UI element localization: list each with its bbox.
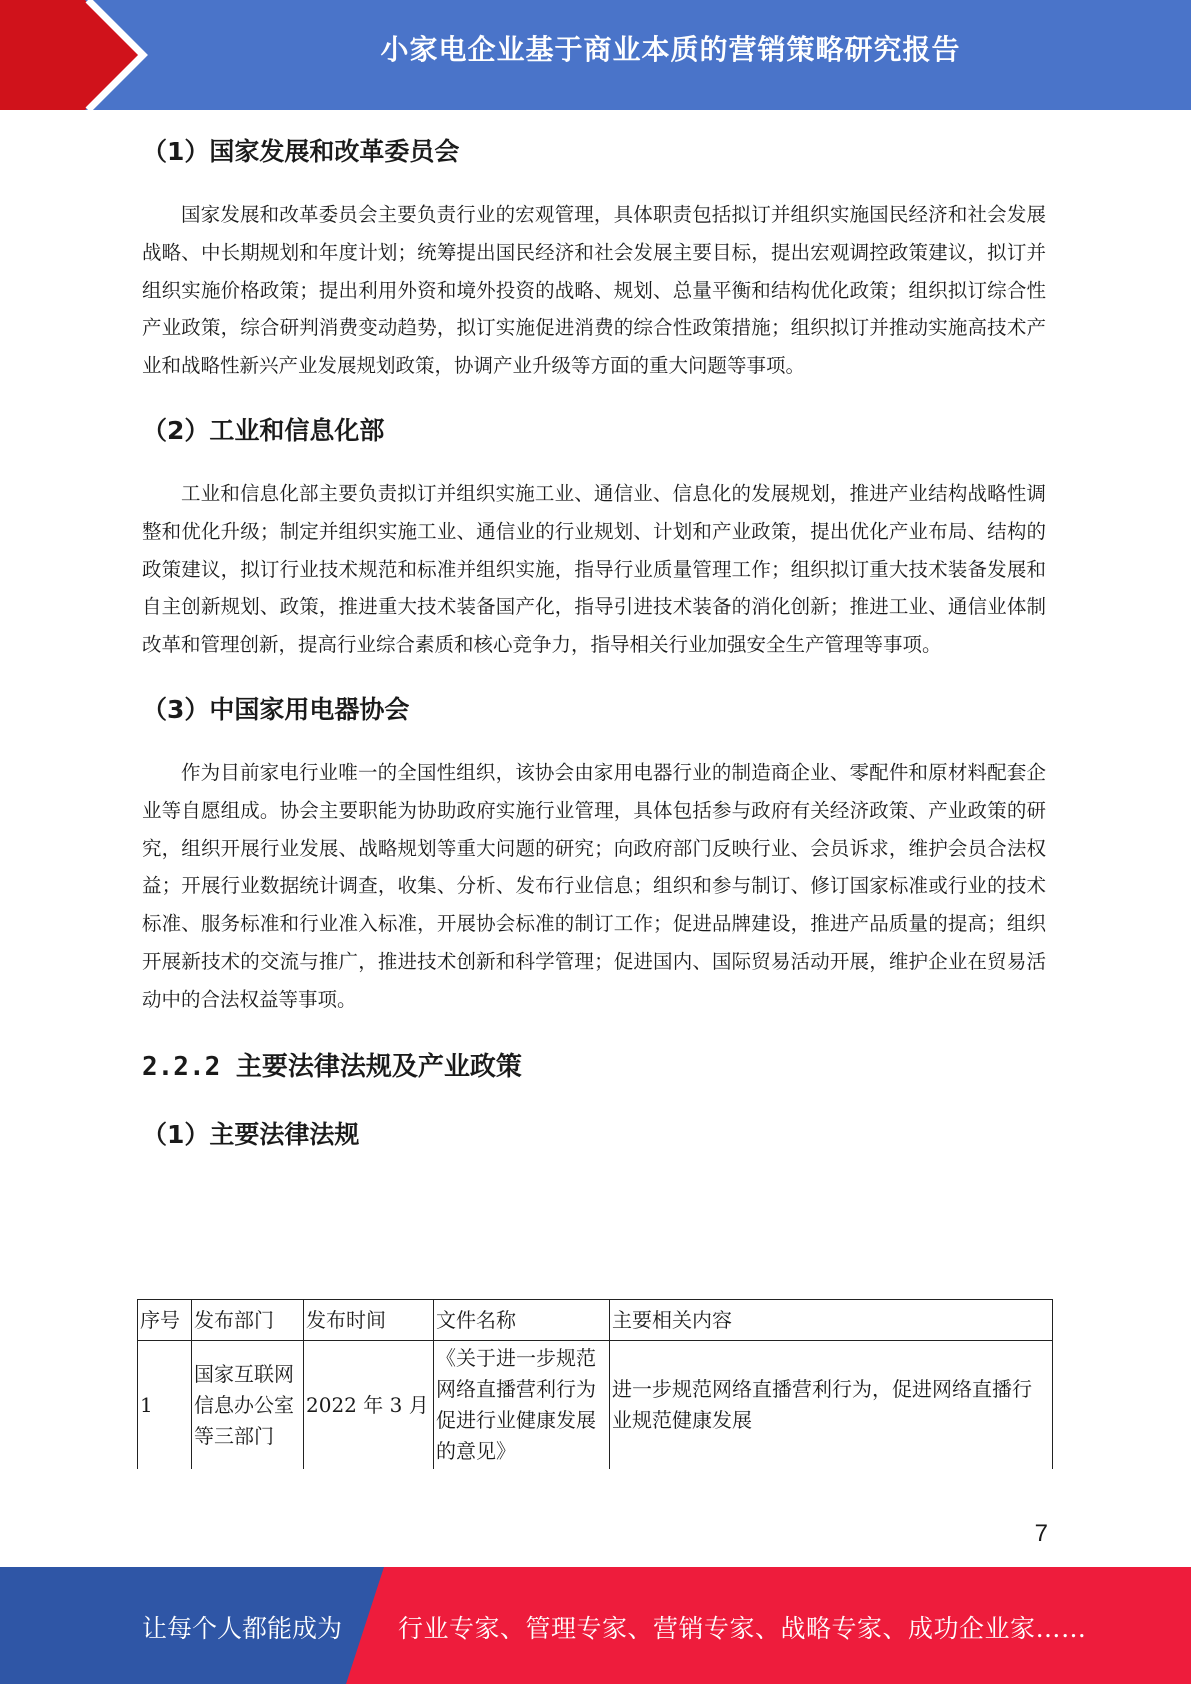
section-paragraph-ndrc: 国家发展和改革委员会主要负责行业的宏观管理，具体职责包括拟订并组织实施国民经济和社会发展战略、中长期规划和年度计划；统筹提出国民经济和社会发展主要目标，提出宏观调控政策建议，拟订并组织实施价格政策；提出利用外资和境外投资的战略、规划、总量平衡和结构优化政策；组织拟订综合性产业政策，综合研判消费变动趋势，拟订实施促进消费的综合性政策措施；组织拟订并推动实施高技术产业和战略性新兴产业发展规划政策，协调产业升级等方面的重大问题等事项。 <box>142 203 1046 378</box>
page-number: 7 <box>1034 1520 1048 1547</box>
report-title: 小家电企业基于商业本质的营销策略研究报告 <box>380 33 961 66</box>
section-paragraph-cheaa: 作为目前家电行业唯一的全国性组织，该协会由家用电器行业的制造商企业、零配件和原材料配套企业等自愿组成。协会主要职能为协助政府实施行业管理，具体包括参与政府有关经济政策、产业政策的研究，组织开展行业发展、战略规划等重大问题的研究；向政府部门反映行业、会员诉求，维护会员合法权益；开展行业数据统计调查，收集、分析、发布行业信息；组织和参与制订、修订国家标准或行业的技术标准、服务标准和行业准入标准，开展协会标准的制订工作；促进品牌建设，推进产品质量的提高；组织开展新技术的交流与推广，推进技术创新和科学管理；促进国内、国际贸易活动开展，维护企业在贸易活动中的合法权益等事项。 <box>142 760 1046 1011</box>
page-header <box>0 0 1191 110</box>
section-heading-miit: （2）工业和信息化部 <box>142 415 385 445</box>
col-header-index: 序号 <box>138 1300 192 1341</box>
col-header-document: 文件名称 <box>434 1300 610 1341</box>
laws-table <box>137 1299 1053 1469</box>
table-row <box>138 1341 1053 1470</box>
section-title-laws-policies: 2.2.2 主要法律法规及产业政策 <box>142 1051 522 1082</box>
section-paragraph-miit: 工业和信息化部主要负责拟订并组织实施工业、通信业、信息化的发展规划，推进产业结构战略性调整和优化升级；制定并组织实施工业、通信业的行业规划、计划和产业政策，提出优化产业布局、结构的政策建议，拟订行业技术规范和标准并组织实施，指导行业质量管理工作；组织拟订重大技术装备发展和自主创新规划、政策，推进重大技术装备国产化，指导引进技术装备的消化创新；推进工业、通信业体制改革和管理创新，提高行业综合素质和核心竞争力，指导相关行业加强安全生产管理等事项。 <box>142 481 1046 657</box>
section-heading-cheaa: （3）中国家用电器协会 <box>142 694 410 724</box>
footer-slogan-right: 行业专家、管理专家、营销专家、战略专家、成功企业家…… <box>398 1614 1087 1643</box>
col-header-date: 发布时间 <box>304 1300 434 1341</box>
footer-slogan-left: 让每个人都能成为 <box>142 1614 343 1643</box>
col-header-content: 主要相关内容 <box>610 1300 1053 1341</box>
col-header-department: 发布部门 <box>192 1300 304 1341</box>
cell-index: 1 <box>138 1341 192 1470</box>
cell-content: 进一步规范网络直播营利行为，促进网络直播行业规范健康发展 <box>610 1341 1053 1470</box>
header-arrow-decoration <box>0 0 160 110</box>
table-header-row <box>138 1300 1053 1341</box>
document-body <box>142 126 1046 1161</box>
section-heading-ndrc: （1）国家发展和改革委员会 <box>142 137 460 166</box>
cell-department: 国家互联网信息办公室等三部门 <box>192 1341 304 1470</box>
cell-document: 《关于进一步规范网络直播营利行为促进行业健康发展的意见》 <box>434 1341 610 1470</box>
page-footer <box>0 1567 1191 1684</box>
cell-date: 2022 年 3 月 <box>304 1341 434 1470</box>
subsection-title-laws: （1）主要法律法规 <box>142 1119 360 1149</box>
